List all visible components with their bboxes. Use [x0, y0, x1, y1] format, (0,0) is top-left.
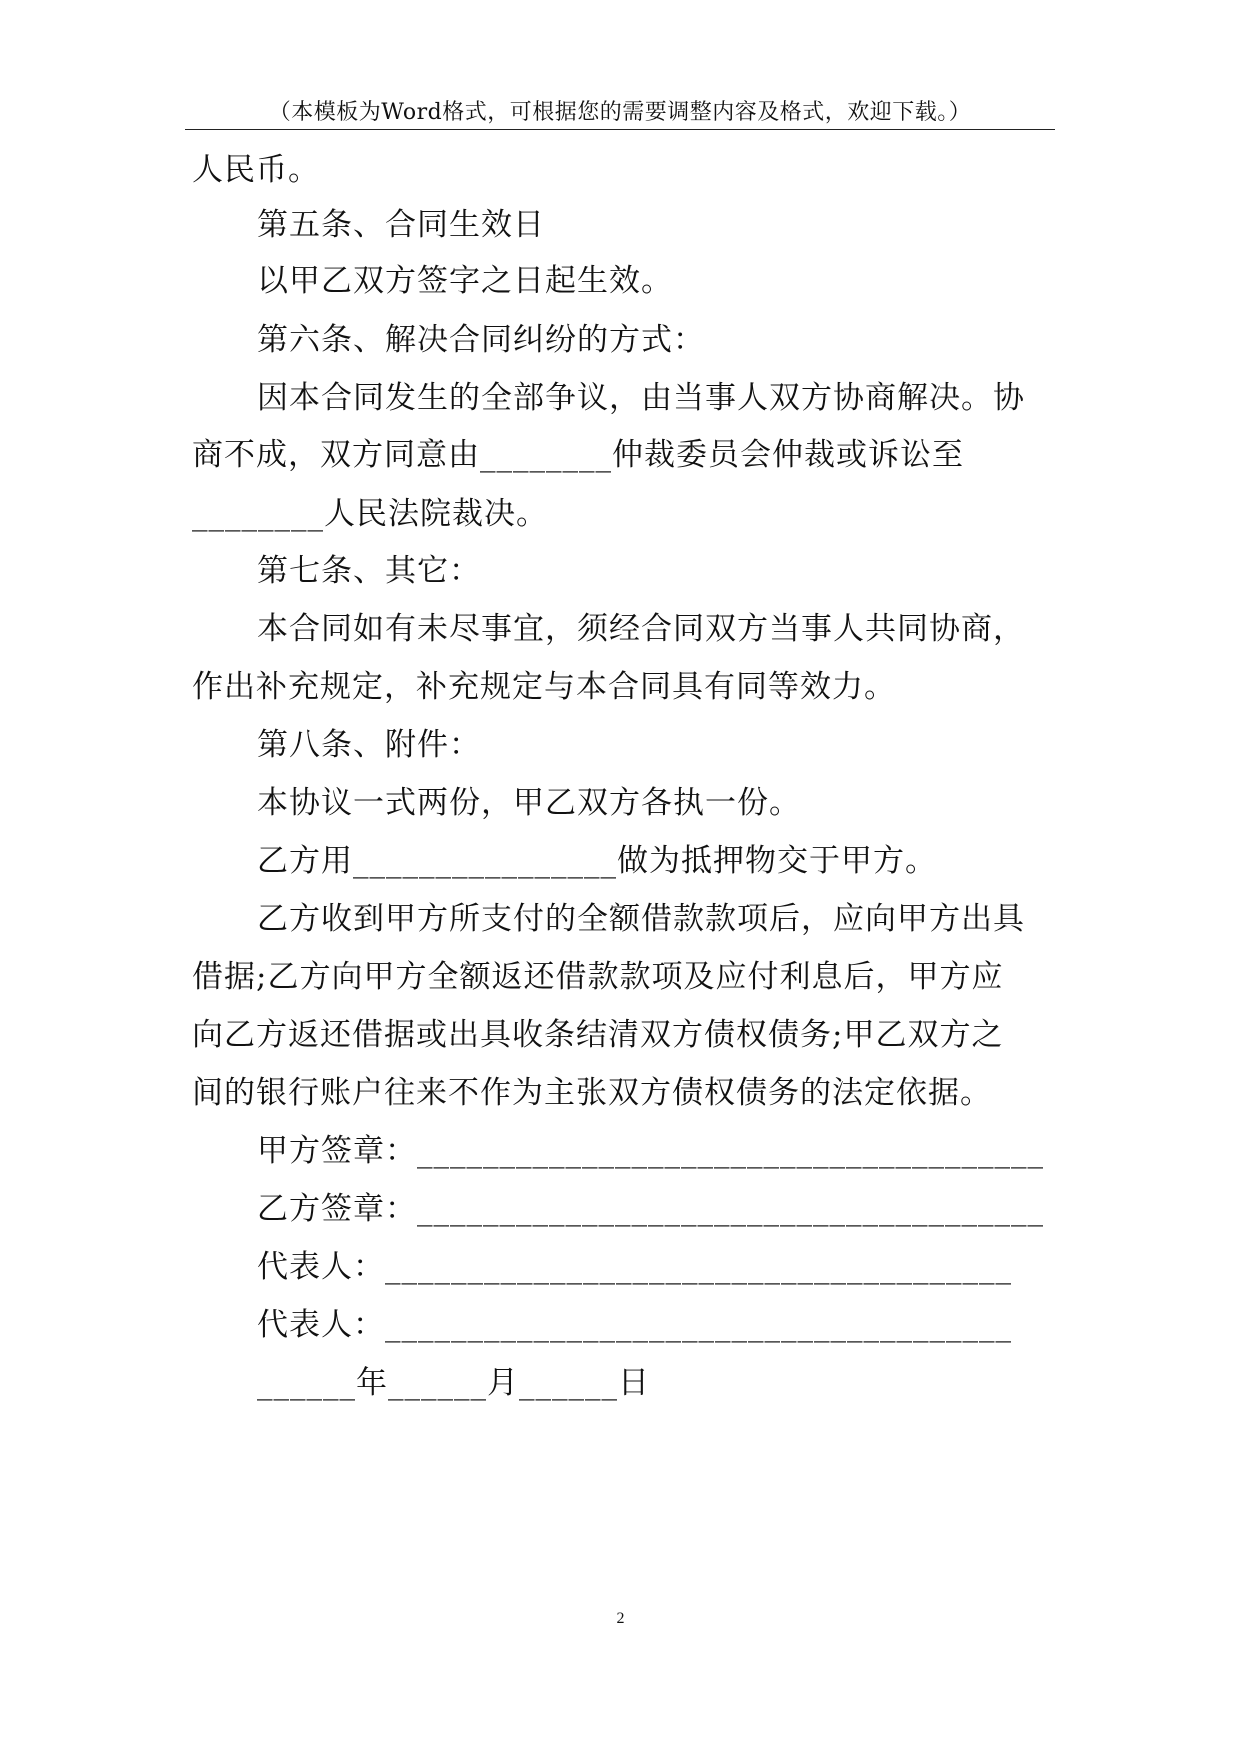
signature-line-party-a: 甲方签章：______________________________________ — [257, 1133, 1044, 1169]
section-heading-article-5: 第五条、合同生效日 — [257, 207, 545, 243]
page-number: 2 — [616, 1610, 625, 1627]
paragraph-line: 商不成，双方同意由________仲裁委员会仲裁或诉讼至 — [192, 437, 964, 473]
signature-line-party-b: 乙方签章：______________________________________ — [257, 1191, 1044, 1227]
paragraph-line: 本合同如有未尽事宜，须经合同双方当事人共同协商， — [257, 611, 1025, 647]
date-line: ______年______月______日 — [257, 1365, 650, 1401]
paragraph-line: 乙方收到甲方所支付的全额借款款项后，应向甲方出具 — [257, 901, 1025, 937]
paragraph-line: 向乙方返还借据或出具收条结清双方债权债务;甲乙双方之 — [192, 1017, 1004, 1053]
representative-line: 代表人：______________________________________ — [257, 1307, 1012, 1343]
template-note-header: （本模板为Word格式，可根据您的需要调整内容及格式，欢迎下载。） — [268, 100, 972, 125]
section-heading-article-6: 第六条、解决合同纠纷的方式： — [257, 322, 705, 358]
representative-line: 代表人：______________________________________ — [257, 1249, 1012, 1285]
paragraph-line: 因本合同发生的全部争议，由当事人双方协商解决。协 — [257, 380, 1025, 416]
paragraph-line: 借据;乙方向甲方全额返还借款款项及应付利息后，甲方应 — [192, 959, 1004, 995]
paragraph-line: 人民币。 — [192, 152, 320, 188]
paragraph-line: 乙方用________________做为抵押物交于甲方。 — [257, 843, 937, 879]
paragraph-line: 本协议一式两份，甲乙双方各执一份。 — [257, 785, 801, 821]
section-heading-article-8: 第八条、附件： — [257, 727, 481, 763]
header-divider — [185, 129, 1055, 130]
paragraph-line: 以甲乙双方签字之日起生效。 — [257, 263, 673, 299]
paragraph-line: ________人民法院裁决。 — [192, 496, 548, 532]
section-heading-article-7: 第七条、其它： — [257, 553, 481, 589]
paragraph-line: 间的银行账户往来不作为主张双方债权债务的法定依据。 — [192, 1075, 992, 1111]
paragraph-line: 作出补充规定，补充规定与本合同具有同等效力。 — [192, 669, 896, 705]
